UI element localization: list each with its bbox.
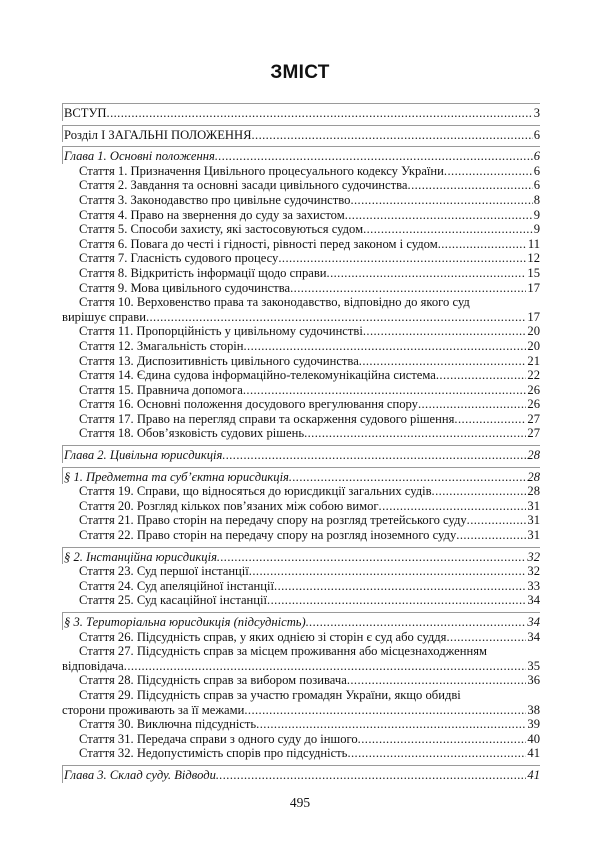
dot-leader [243, 383, 527, 398]
toc-page-number: 12 [527, 251, 540, 266]
dot-leader [379, 499, 527, 514]
toc-entry-article-2 [62, 178, 540, 193]
dot-leader [274, 579, 526, 594]
toc-page-number: 8 [533, 192, 540, 207]
toc-page-number: 17 [527, 280, 540, 295]
dot-leader [217, 550, 526, 565]
toc-entry-article-28 [62, 673, 540, 688]
dot-leader [363, 324, 527, 339]
toc-entry-title: Глава 2. Цивільна юрисдикція [64, 448, 223, 463]
dot-leader [256, 717, 526, 732]
toc-page-number: 21 [527, 353, 540, 368]
dot-leader [408, 178, 533, 193]
toc-page-number: 26 [527, 382, 540, 397]
toc-page-number: 6 [533, 163, 540, 178]
toc-entry-title: Стаття 2. Завдання та основні засади цивільного судочинства [79, 178, 408, 193]
toc-page-number: 41 [527, 746, 540, 761]
toc-page-number: 31 [527, 498, 540, 513]
toc-entry-title: Стаття 6. Повага до честі і гідності, рівності перед законом і судом [79, 236, 438, 251]
dot-leader [454, 412, 526, 427]
toc-entry-title: Розділ І ЗАГАЛЬНІ ПОЛОЖЕННЯ [64, 127, 252, 142]
dot-leader [146, 310, 526, 325]
toc-entry-title: Стаття 3. Законодавство про цивільне судочинство [79, 192, 351, 207]
toc-page-number: 28 [527, 484, 540, 499]
toc-entry-article-17 [62, 412, 540, 427]
toc-entry-title: Стаття 21. Право сторін на передачу спору на розгляд третейського суду [79, 513, 467, 528]
toc-entry-title: Стаття 23. Суд першої інстанції [79, 564, 249, 579]
toc-page-number: 20 [527, 338, 540, 353]
dot-leader [222, 448, 526, 463]
page-number: 495 [289, 795, 311, 810]
dot-leader [446, 630, 526, 645]
toc-entry-title: Стаття 17. Право на перегляд справи та оскарження судового рішення [79, 411, 455, 426]
toc-entry-title: § 1. Предметна та суб’єктна юрисдикція [64, 469, 289, 484]
toc-entry-title: § 2. Інстанційна юрисдикція [64, 549, 217, 564]
toc-page-number: 20 [527, 324, 540, 339]
toc-page-number: 40 [527, 731, 540, 746]
dot-leader [467, 513, 527, 528]
toc-page-number: 6 [533, 149, 540, 164]
dot-leader [244, 339, 527, 354]
dot-leader [456, 528, 526, 543]
toc-entry-title: Стаття 16. Основні положення досудового врегулювання спору [79, 397, 418, 412]
toc-page-number: 27 [527, 426, 540, 441]
toc-entry-article-30 [62, 717, 540, 732]
toc-entry-title-line1: Стаття 10. Верховенство права та законодавство, відповідно до якого суд [79, 295, 470, 310]
toc-entry-article-23 [62, 564, 540, 579]
toc-entry-article-7 [62, 251, 540, 266]
toc-page-number: 39 [527, 717, 540, 732]
toc-entry-title-line2: відповідача [62, 658, 124, 673]
dot-leader [215, 149, 533, 164]
dot-leader [289, 470, 526, 485]
toc-entry-article-22 [62, 528, 540, 543]
toc-entry-title-line2: вирішує справи [62, 309, 146, 324]
dot-leader [124, 659, 527, 674]
dot-leader [267, 593, 526, 608]
toc-entry-chapter-3 [62, 765, 540, 783]
toc-entry-chapter-2 [62, 445, 540, 463]
toc-page-number: 26 [527, 397, 540, 412]
dot-leader [438, 237, 527, 252]
toc-page-number: 9 [533, 207, 540, 222]
dot-leader [444, 164, 533, 179]
toc-page-number: 34 [527, 593, 540, 608]
toc-page-number: 34 [527, 615, 540, 629]
toc-entry-article-5 [62, 222, 540, 237]
toc-page-number: 27 [527, 411, 540, 426]
toc-entry-title: ВСТУП [64, 106, 107, 120]
toc-entry-title: Стаття 19. Справи, що відносяться до юрисдикції загальних судів [79, 484, 432, 499]
toc-entry-title: Стаття 28. Підсудність справ за вибором позивача [79, 673, 347, 688]
toc-entry-paragraph-3 [62, 612, 540, 630]
toc-entry-article-29 [62, 688, 540, 717]
toc-entry-article-21 [62, 513, 540, 528]
dot-leader [278, 251, 526, 266]
dot-leader [306, 615, 527, 630]
dot-leader [347, 746, 526, 761]
toc-page-number: 11 [527, 236, 540, 251]
toc-entry-article-26 [62, 630, 540, 645]
dot-leader [304, 426, 526, 441]
toc-page-number: 32 [527, 564, 540, 579]
dot-leader [359, 354, 527, 369]
toc-page-number: 31 [527, 528, 540, 543]
toc-entry-title: Стаття 18. Обов’язковість судових рішень [79, 426, 305, 441]
toc-entry-article-14 [62, 368, 540, 383]
toc-entry-article-3 [62, 193, 540, 208]
dot-leader [418, 397, 526, 412]
toc-entry-title: Стаття 4. Право на звернення до суду за захистом [79, 207, 345, 222]
toc-entry-chapter-1 [62, 146, 540, 164]
toc-page-number: 17 [527, 309, 540, 324]
toc-entry-article-32 [62, 746, 540, 761]
toc-entry-title-line2: сторони проживають за її межами [62, 702, 245, 717]
page-title: ЗМІСТ [270, 62, 330, 83]
toc-entry-title: Стаття 12. Змагальність сторін [79, 338, 244, 353]
toc-page-number: 6 [533, 127, 540, 142]
dot-leader [347, 673, 527, 688]
toc-entry-title: Стаття 22. Право сторін на передачу спору на розгляд іноземного суду [79, 528, 457, 543]
toc-entry-title: Стаття 32. Недопустимість спорів про підсудність [79, 746, 348, 761]
toc-entry-title-line1: Стаття 29. Підсудність справ за участю громадян України, якщо обидві [79, 687, 461, 702]
toc-page-number: 32 [527, 549, 540, 564]
toc-entry-title: Глава 3. Склад суду. Відводи [64, 767, 216, 782]
toc-entry-title: Стаття 31. Передача справи з одного суду до іншого [79, 731, 358, 746]
toc-entry-title: Стаття 15. Правнича допомога [79, 382, 243, 397]
toc-entry-article-12 [62, 339, 540, 354]
dot-leader [432, 484, 527, 499]
toc-page-number: 3 [533, 106, 540, 120]
toc-entry-article-11 [62, 324, 540, 339]
toc-entry-paragraph-2 [62, 547, 540, 565]
toc-page-number: 22 [527, 368, 540, 383]
toc-entry-article-4 [62, 208, 540, 223]
toc-entry-title: Стаття 9. Мова цивільного судочинства [79, 280, 291, 295]
toc-entry-title: Стаття 25. Суд касаційної інстанції [79, 593, 268, 608]
dot-leader [350, 193, 532, 208]
toc-entry-article-13 [62, 354, 540, 369]
toc-entry-article-10 [62, 295, 540, 324]
toc-entry-title: Стаття 7. Гласність судового процесу [79, 251, 279, 266]
dot-leader [244, 703, 526, 718]
dot-leader [290, 281, 526, 296]
dot-leader [327, 266, 527, 281]
toc-page-number: 15 [527, 265, 540, 280]
toc-entry-article-27 [62, 644, 540, 673]
toc-entry-title-line1: Стаття 27. Підсудність справ за місцем проживання або місцезнаходженням [79, 644, 487, 659]
dot-leader [345, 208, 533, 223]
toc-entry-paragraph-1 [62, 467, 540, 485]
toc-entry-article-8 [62, 266, 540, 281]
toc-entry-intro [62, 103, 540, 121]
toc-entry-title: Стаття 24. Суд апеляційної інстанції [79, 578, 275, 593]
toc-entry-article-20 [62, 499, 540, 514]
toc-page-number: 35 [527, 658, 540, 673]
dot-leader [251, 128, 532, 143]
toc-entry-article-31 [62, 732, 540, 747]
dot-leader [358, 732, 527, 747]
toc-entry-article-25 [62, 593, 540, 608]
toc-entry-title: Стаття 20. Розгляд кількох пов’язаних між собою вимог [79, 498, 379, 513]
toc-entry-article-6 [62, 237, 540, 252]
dot-leader [363, 222, 533, 237]
toc-entry-title: Стаття 5. Способи захисту, які застосовуються судом [79, 222, 364, 237]
toc-entry-title: Стаття 8. Відкритість інформації щодо справи [79, 265, 327, 280]
toc-entry-article-15 [62, 383, 540, 398]
toc-page-number: 34 [527, 629, 540, 644]
toc-page-number: 28 [527, 469, 540, 484]
toc-entry-title: Стаття 30. Виключна підсудність [79, 717, 257, 732]
table-of-contents [62, 103, 540, 783]
toc-entry-title: Стаття 13. Диспозитивність цивільного судочинства [79, 353, 359, 368]
toc-page-number: 38 [527, 702, 540, 717]
toc-page-number: 36 [527, 673, 540, 688]
dot-leader [249, 564, 527, 579]
toc-page-number: 6 [533, 178, 540, 193]
toc-page-number: 41 [527, 767, 540, 782]
toc-entry-article-16 [62, 397, 540, 412]
toc-entry-title: Глава 1. Основні положення [64, 149, 215, 164]
toc-entry-article-19 [62, 484, 540, 499]
toc-entry-title: Стаття 11. Пропорційність у цивільному судочинстві [79, 324, 363, 339]
toc-page-number: 28 [527, 448, 540, 463]
toc-entry-article-1 [62, 164, 540, 179]
toc-entry-title: Стаття 26. Підсудність справ, у яких однією зі сторін є суд або суддя [79, 629, 447, 644]
dot-leader [107, 106, 533, 121]
dot-leader [436, 368, 527, 383]
toc-entry-title: Стаття 1. Призначення Цивільного процесуального кодексу України [79, 163, 444, 178]
toc-entry-title: Стаття 14. Єдина судова інформаційно-телекомунікаційна система [79, 368, 436, 383]
toc-entry-title: § 3. Територіальна юрисдикція (підсудність) [64, 615, 306, 629]
dot-leader [216, 768, 527, 783]
toc-entry-article-9 [62, 281, 540, 296]
toc-page-number: 31 [527, 513, 540, 528]
toc-page-number: 33 [527, 578, 540, 593]
toc-page-number: 9 [533, 222, 540, 237]
toc-entry-article-18 [62, 426, 540, 441]
toc-entry-article-24 [62, 579, 540, 594]
toc-entry-section-1 [62, 125, 540, 143]
